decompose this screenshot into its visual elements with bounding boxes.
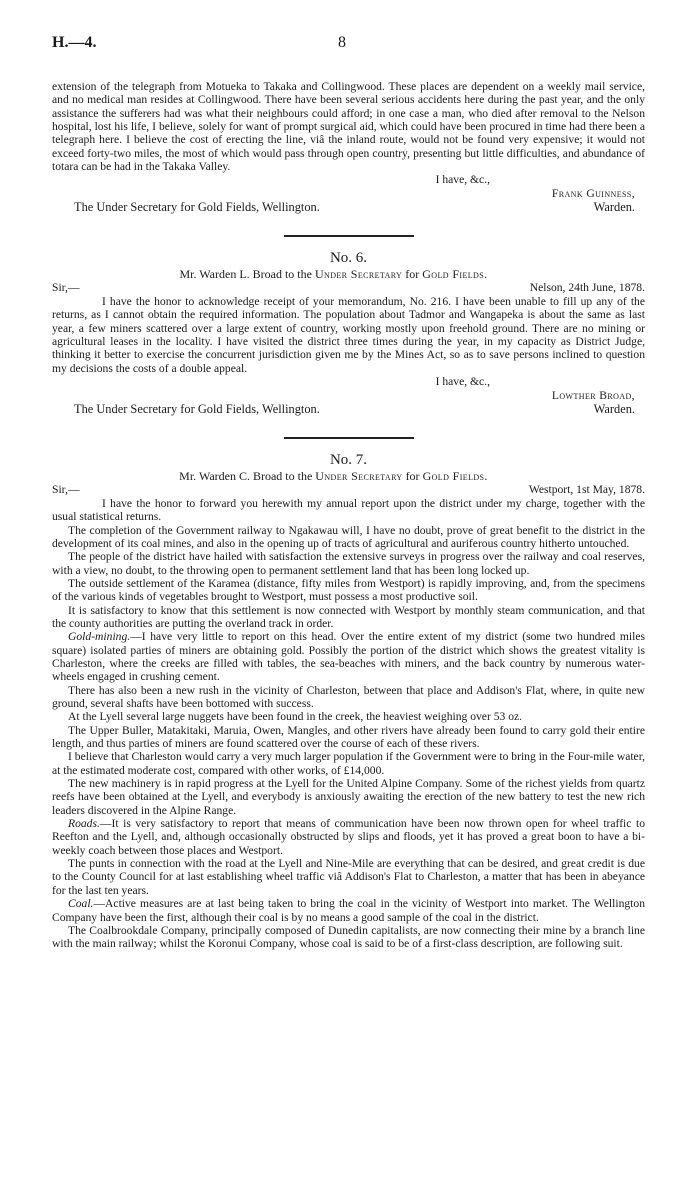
- page-header: [52, 34, 645, 56]
- paragraph: The punts in connection with the road at the Lyell and Nine-Mile are everything that can be desired, and great credit is due to the County Council for at last establishing wheel traffic viâ Addison's Flat to Charleston, a matter that has been in abeyance for the last ten years.: [52, 857, 645, 897]
- salutation: Sir,—: [52, 281, 80, 295]
- salutation: Sir,—: [52, 482, 80, 496]
- address-line: [52, 402, 645, 417]
- page-number: 8: [338, 34, 346, 51]
- signature: Frank Guinness,: [551, 186, 635, 200]
- paragraph: At the Lyell several large nuggets have been found in the creek, the heaviest weighing over 53 oz.: [68, 710, 523, 724]
- paragraph: Roads.—It is very satisfactory to report that means of communication have been now thrown open for wheel traffic to Reefton and the Lyell, and, although occasionally obstructed by slips and floods, yet it has proved a great boon to have a bi-weekly coach between those places and Westport.: [52, 817, 645, 857]
- dateline: Westport, 1st May, 1878.: [528, 482, 645, 496]
- signature: Lowther Broad,: [551, 388, 635, 402]
- address-line: [52, 200, 645, 215]
- letter-number: No. 7.: [329, 451, 368, 468]
- paragraph: It is satisfactory to know that this settlement is now connected with Westport by monthly steam communication, and that the county authorities are putting the overland track in order.: [52, 603, 645, 630]
- paragraph: I have the honor to forward you herewith my annual report upon the district under my charge, together with the usual statistical returns.: [52, 496, 645, 524]
- recipient: The Under Secretary for Gold Fields, Wellington.: [74, 401, 320, 416]
- signatory-role: Warden.: [593, 200, 635, 215]
- paragraph: The people of the district have hailed with satisfaction the extensive surveys in progress over the railway and coal reserves, with a view, no doubt, to the throwing open to permanent settlement land that has been long locked up.: [52, 550, 645, 577]
- document-reference: H.—4.: [52, 34, 97, 51]
- salutation-line: [52, 281, 645, 295]
- recipient: The Under Secretary for Gold Fields, Wellington.: [74, 200, 320, 215]
- signatory-role: Warden.: [593, 401, 635, 416]
- paragraph: The Upper Buller, Matakitaki, Maruia, Owen, Mangles, and other rivers have already been found to carry gold their entire length, and thus parties of miners are found scattered over the course of each of these rivers.: [52, 723, 645, 751]
- paragraph: The new machinery is in rapid progress at the Lyell for the United Alpine Company. Some of the richest yields from quartz reefs have been obtained at the Lyell, and everybody is anxiously awaiting the erection of the new battery to test the new rich leaders discovered in the Alpine Range.: [52, 777, 645, 817]
- salutation-line: [52, 483, 645, 497]
- paragraph: The completion of the Government railway to Ngakawau will, I have no doubt, prove of great benefit to the district in the development of its coal mines, and also in the opening up of tracts of agricultural and auriferous country hitherto untouched.: [52, 523, 645, 550]
- paragraph: The Coalbrookdale Company, principally composed of Dunedin capitalists, are now connecting their mine by a branch line with the main railway; whilst the Koronui Company, whose coal is said to be of a first-class description, are following suit.: [52, 923, 645, 951]
- letter-title: Mr. Warden C. Broad to the Under Secretary for Gold Fields.: [179, 468, 488, 483]
- dateline: Nelson, 24th June, 1878.: [529, 281, 645, 295]
- closing: I have, &c.,: [435, 173, 490, 187]
- paragraph: extension of the telegraph from Motueka to Takaka and Collingwood. These places are dependent on a weekly mail service, and no medical man resides at Collingwood. There have been several serious accidents here during the past year, and the only assistance the sufferers had was what their neighbours could afford; in one case a man, who died after removal to the Nelson hospital, lost his life, I believe, solely for want of prompt surgical aid, which could have been procured in time had there been a telegraph here. I believe the cost of erecting the line, viâ the inland route, would not be found very expensive; it would not exceed forty-two miles, the most of which would pass through open country, presenting but little difficulties, and abundance of totara can be had in the Takaka Valley.: [52, 80, 645, 174]
- closing: I have, &c.,: [435, 375, 490, 389]
- paragraph: I have the honor to acknowledge receipt of your memorandum, No. 216. I have been unable to fill up any of the returns, as I cannot obtain the required information. The population about Tadmor and Wangapeka is about the same as last year, a few miners scattered over a large extent of country, working mostly upon freehold ground. There are no mining or agricultural leases in the locality. I have visited the district three times during the year, in my capacity as District Judge, thinking it better to exercise the concurrent jurisdiction given me by the Mines Act, so as to save persons inclined to question my decisions the costs of a double appeal.: [52, 295, 645, 375]
- document-page: [52, 34, 645, 951]
- paragraph: The outside settlement of the Karamea (distance, fifty miles from Westport) is rapidly improving, and, from the specimens of the various kinds of vegetables brought to Westport, must possess a most productive soil.: [52, 576, 645, 604]
- paragraph: I believe that Charleston would carry a very much larger population if the Government were to bring in the Four-mile water, at the estimated moderate cost, compared with other works, of £14,000.: [52, 750, 645, 777]
- letter-title: Mr. Warden L. Broad to the Under Secretary for Gold Fields.: [179, 267, 488, 282]
- paragraph: Coal.—Active measures are at last being taken to bring the coal in the vicinity of Westport into market. The Wellington Company have been the first, although their coal is by no means a good sample of the coal in the district.: [52, 897, 645, 924]
- paragraph: There has also been a new rush in the vicinity of Charleston, between that place and Addison's Flat, where, in quite new ground, several shafts have been bottomed with success.: [52, 683, 645, 710]
- paragraph: Gold-mining.—I have very little to report on this head. Over the entire extent of my district (some two hundred miles square) isolated parties of miners are obtaining gold. Possibly the portion of the district which shows the greatest vitality is Charleston, where the creeks are filled with tables, the sea-beaches with miners, and the back country by numerous water-wheels engaged in crushing cement.: [52, 630, 645, 684]
- letter-number: No. 6.: [329, 250, 368, 267]
